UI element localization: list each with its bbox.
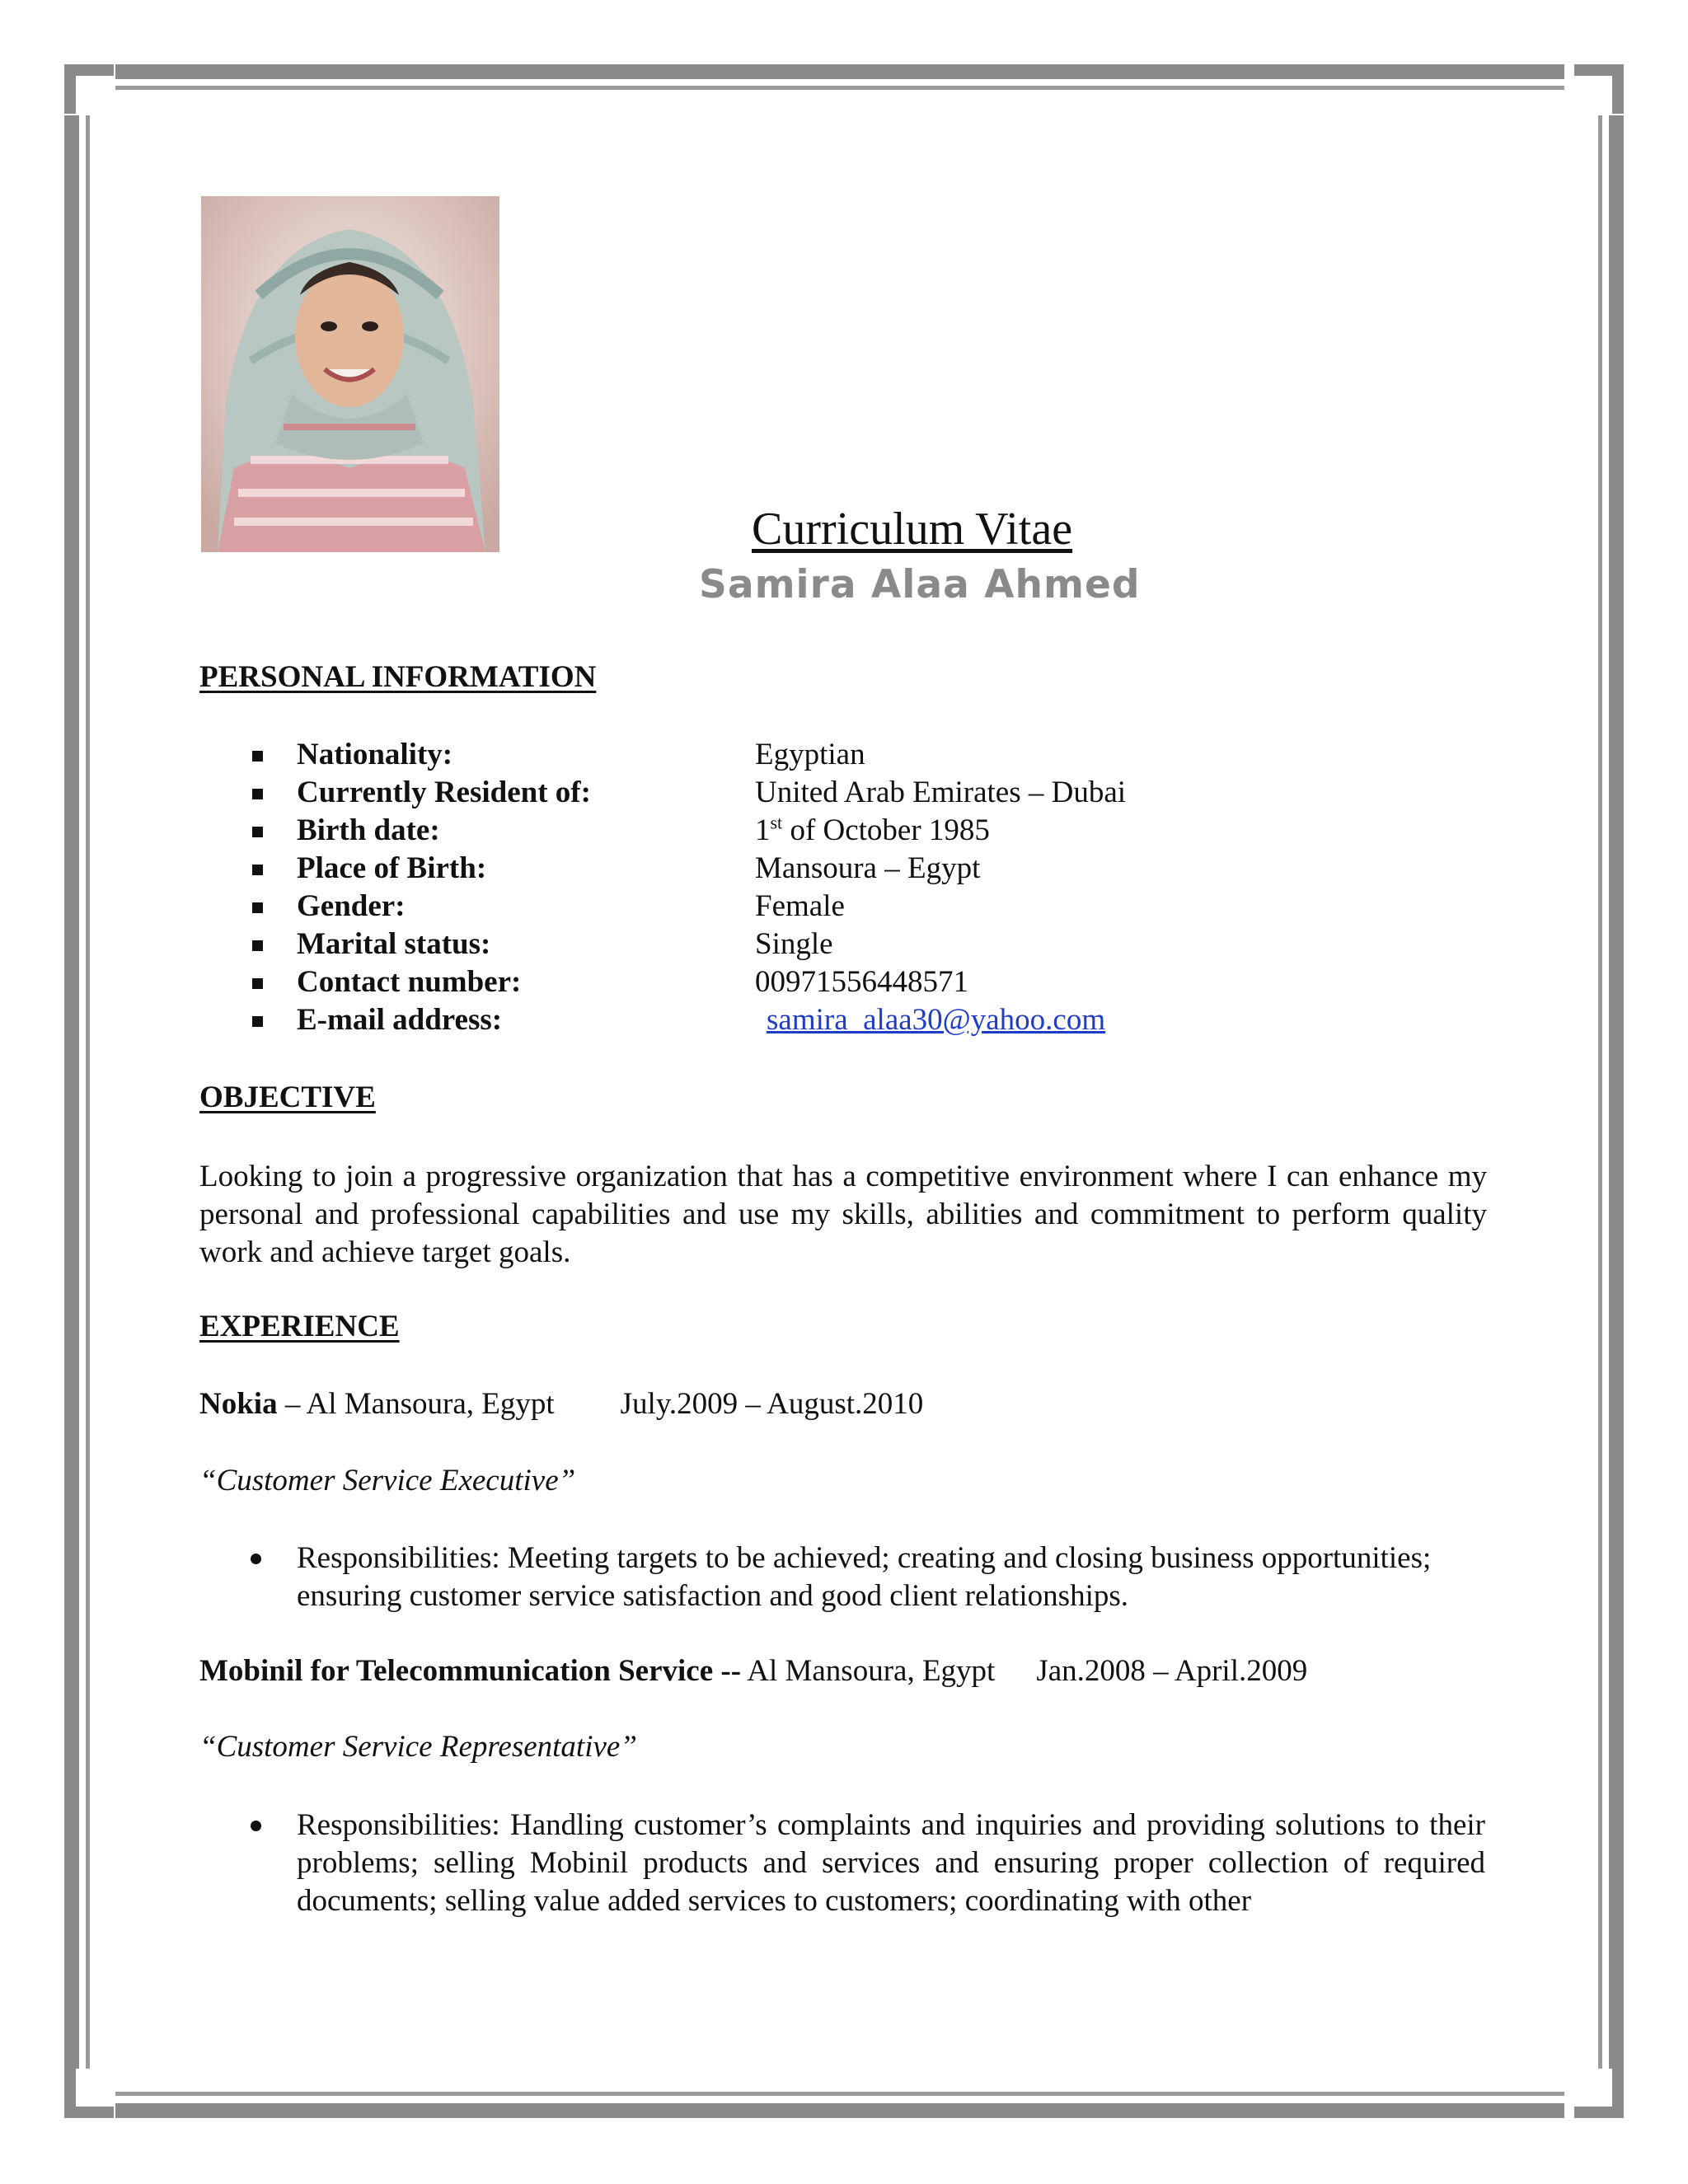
info-value: Egyptian (755, 738, 865, 771)
candidate-name: Samira Alaa Ahmed (699, 562, 1141, 607)
info-label: Contact number: (297, 965, 522, 999)
square-bullet-icon (252, 1016, 263, 1027)
page-border-left-inner (86, 115, 90, 2069)
info-value: Single (755, 927, 833, 961)
page-border-top (115, 64, 1564, 79)
email-link[interactable]: samira_alaa30@yahoo.com (767, 1003, 1106, 1037)
square-bullet-icon (252, 978, 263, 989)
page-border-left (64, 115, 79, 2069)
square-bullet-icon (252, 789, 263, 799)
job-dates: July.2009 – August.2010 (620, 1387, 924, 1421)
page-border-bottom (115, 2103, 1564, 2118)
document-title: Curriculum Vitae (752, 504, 1073, 555)
job-header-mobinil (199, 1653, 1307, 1689)
info-label: Marital status: (297, 927, 491, 961)
responsibilities-text: Responsibilities: Handling customer’s complaints and inquiries and providing solutions to their problems; selling Mobinil products and services and ensuring proper collection of required documents; selling value added services to customers; coordinating with other (297, 1808, 1485, 1918)
square-bullet-icon (252, 827, 263, 837)
border-corner-top-right (1574, 64, 1624, 114)
job-responsibilities (199, 1807, 1485, 1920)
company-name: Nokia (199, 1387, 278, 1421)
square-bullet-icon (252, 865, 263, 875)
personal-information-list (199, 736, 1271, 1039)
job-role: “Customer Service Executive” (199, 1464, 576, 1497)
info-value: United Arab Emirates – Dubai (755, 776, 1127, 809)
info-label: E-mail address: (297, 1003, 503, 1037)
page-border-top-inner (115, 86, 1564, 90)
company-name: Mobinil for Telecommunication Service -- (199, 1654, 742, 1688)
info-item-birth-date (199, 812, 1271, 850)
objective-heading: OBJECTIVE (199, 1080, 376, 1114)
round-bullet-icon (251, 1554, 261, 1564)
info-label: Currently Resident of: (297, 776, 591, 809)
job-location: – Al Mansoura, Egypt (277, 1387, 555, 1421)
border-corner-top-left (64, 64, 114, 114)
info-item-nationality (199, 736, 1271, 774)
info-value: Female (755, 889, 845, 923)
info-label: Gender: (297, 889, 406, 923)
personal-information-heading: PERSONAL INFORMATION (199, 660, 597, 694)
info-item-contact-number (199, 963, 1271, 1001)
info-value: Mansoura – Egypt (755, 851, 981, 885)
page-border-bottom-inner (115, 2092, 1564, 2096)
birth-month-year: of October 1985 (782, 813, 990, 847)
experience-heading: EXPERIENCE (199, 1310, 400, 1343)
birth-day: 1 (755, 813, 771, 847)
page-border-right (1609, 115, 1624, 2069)
square-bullet-icon (252, 902, 263, 913)
border-corner-bottom-right (1574, 2069, 1624, 2118)
info-value: 00971556448571 (755, 965, 968, 999)
info-item-residence (199, 774, 1271, 812)
border-corner-bottom-left (64, 2069, 114, 2118)
info-item-email (199, 1001, 1271, 1039)
info-item-gender (199, 888, 1271, 926)
info-value (755, 812, 990, 850)
page-border-right-inner (1598, 115, 1602, 2069)
objective-text: Looking to join a progressive organization that has a competitive environment where I can enhance my personal and professional capabilities and use my skills, abilities and commitment to perform quality work and achieve target goals. (199, 1160, 1487, 1269)
job-header-nokia (199, 1386, 923, 1422)
job-location: Al Mansoura, Egypt (741, 1654, 996, 1688)
round-bullet-icon (251, 1821, 261, 1831)
job-dates: Jan.2008 – April.2009 (1036, 1654, 1308, 1688)
info-label: Place of Birth: (297, 851, 487, 885)
responsibilities-text: Responsibilities: Meeting targets to be achieved; creating and closing business opportunities; ensuring customer service satisfaction and good client relationships. (297, 1541, 1432, 1613)
square-bullet-icon (252, 940, 263, 951)
info-label: Birth date: (297, 813, 440, 847)
job-role: “Customer Service Representative” (199, 1730, 637, 1764)
info-label: Nationality: (297, 738, 453, 771)
info-item-place-of-birth (199, 850, 1271, 888)
birth-day-suffix: st (770, 812, 783, 833)
square-bullet-icon (252, 751, 263, 762)
profile-photo (201, 196, 499, 552)
info-value (767, 1001, 1105, 1039)
info-item-marital-status (199, 926, 1271, 963)
job-responsibilities (199, 1540, 1485, 1615)
